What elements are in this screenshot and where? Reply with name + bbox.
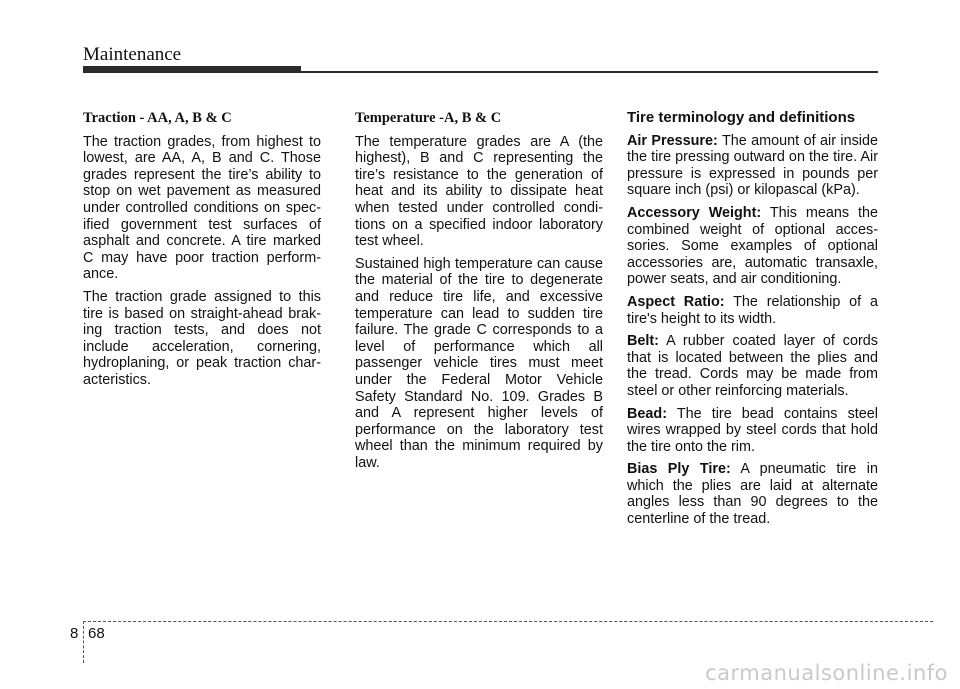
term-label: Bias Ply Tire: — [627, 461, 731, 478]
term-definition: The relationship of a tire's height to its width. — [627, 293, 878, 327]
column-terminology — [627, 110, 878, 534]
page-number: 68 — [88, 625, 105, 642]
definition-bias-ply-tire — [627, 461, 878, 527]
temperature-paragraph-2: Sustained high temperature can cause the material of the tire to degenerate and reduce tire life, and excessive temperature can lead to sudden tire failure. The grade C corresponds to a level of performance which all passenger vehicle tires must meet under the Federal Motor Vehicle Safety Standard No. 109. Grades B and A represent higher levels of performance on the laboratory test wheel than the minimum required by law. — [355, 255, 603, 471]
traction-heading: Traction - AA, A, B & C — [83, 110, 232, 126]
footer-dashed-rule — [83, 621, 933, 622]
footer-dashed-divider — [83, 621, 84, 663]
term-definition: The amount of air inside the tire pressing outward on the tire. Air pressure is expressed in pounds per square inch (psi) or kilopascal (kPa). — [627, 132, 879, 199]
temperature-paragraph-1: The temperature grades are A (the highest), B and C representing the tire’s resistance to the generation of heat and its ability to dissipate heat when tested under controlled conditions on a specified indoor laboratory test wheel. — [355, 133, 603, 250]
definition-air-pressure — [627, 133, 878, 199]
term-definition: This means the combined weight of optional accessories. Some examples of optional accessories are, automatic transaxle, power seats, and air conditioning. — [627, 204, 878, 288]
term-label: Belt: — [627, 333, 659, 350]
terminology-heading: Tire terminology and definitions — [627, 109, 856, 126]
page-header-title: Maintenance — [83, 44, 182, 65]
chapter-number: 8 — [70, 625, 79, 642]
definition-bead — [627, 406, 878, 456]
term-label: Air Pressure: — [627, 132, 718, 149]
term-definition: A pneumatic tire in which the plies are laid at alternate angles less than 90 degrees to the centerline of the tread. — [627, 461, 878, 528]
definition-belt — [627, 333, 878, 399]
temperature-heading: Temperature -A, B & C — [355, 110, 502, 126]
term-label: Accessory Weight: — [627, 204, 762, 221]
term-label: Bead: — [627, 405, 667, 422]
column-traction — [83, 110, 321, 395]
header-thin-rule — [83, 71, 878, 73]
term-definition: A rubber coated layer of cords that is located between the plies and the tread. Cords may be made from steel or other reinforcing materials. — [627, 333, 878, 399]
watermark-text: carmanualsonline.info — [705, 661, 948, 685]
traction-paragraph-2: The traction grade assigned to this tire is based on straight-ahead braking traction tests, and does not include acceleration, cornering, hydroplaning, or peak traction characteristics. — [83, 288, 321, 388]
definition-accessory-weight — [627, 205, 878, 288]
column-temperature — [355, 110, 603, 477]
traction-paragraph-1: The traction grades, from highest to lowest, are AA, A, B and C. Those grades represent the tire’s ability to stop on wet pavement as measured under controlled conditions on specified government test surfaces of asphalt and concrete. A tire marked C may have poor traction performance. — [83, 133, 321, 283]
definition-aspect-ratio — [627, 294, 878, 327]
term-definition: The tire bead contains steel wires wrapped by steel cords that hold the tire onto the rim. — [627, 405, 878, 455]
term-label: Aspect Ratio: — [627, 293, 725, 310]
